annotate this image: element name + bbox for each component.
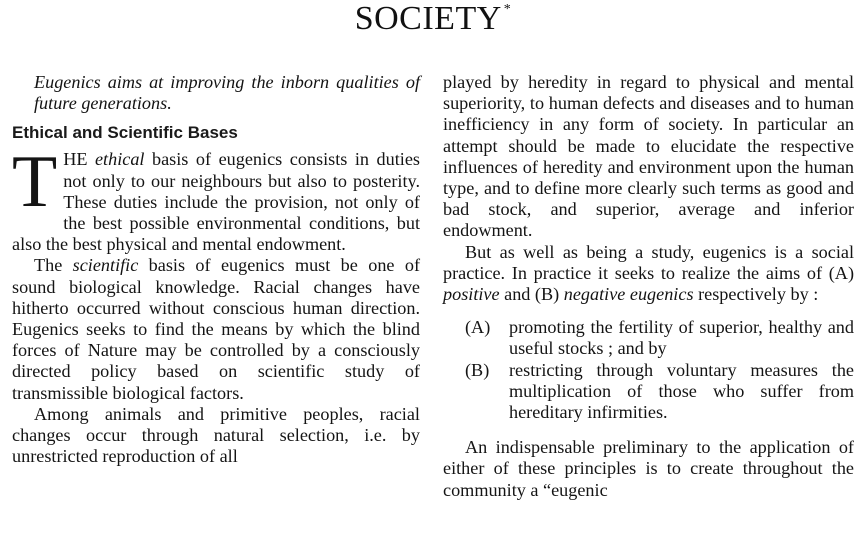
paragraph-heredity: played by heredity in regard to physical and mental superiority, to human defects and diseases and to human inefficiency in any form of society. In particular an attempt should be made to elucidate the respective influences of heredity and environment upon the human type, and to define more clearly such terms as good and bad stock, and superior, average and inferior endowment.: [443, 72, 854, 241]
paragraph-scientific: The scientific basis of eugenics must be one of sound biological knowledge. Racial changes have hitherto occurred without conscious human direction. Eugenics seeks to find the means by which the blind forces of Nature may be controlled by a consciously directed policy based on scientific study of transmissible biological factors.: [12, 255, 420, 403]
intro-statement: Eugenics aims at improving the inborn qualities of future generations.: [34, 72, 420, 114]
paragraph-natural-selection: Among animals and primitive peoples, racial changes occur through natural selection, i.e. by unrestricted reproduction of all: [12, 403, 420, 467]
eugenics-aims-list: [443, 317, 854, 423]
list-marker: (B): [465, 359, 490, 380]
list-item: [443, 317, 854, 359]
emphasis-positive: positive: [443, 284, 500, 305]
drop-cap: T: [12, 141, 58, 224]
list-text: restricting through voluntary measures the multiplication of those who suffer from hereditary infirmities.: [509, 359, 854, 423]
paragraph-ethical: THE ethical basis of eugenics consists in duties not only to our neighbours but also to posterity. These duties include the provision, not only of the best possible environmental conditions, but also the best physical and mental endowment.: [12, 141, 420, 255]
emphasis-scientific: scientific: [72, 255, 139, 276]
emphasis-negative: negative eugenics: [563, 284, 694, 305]
right-column: [443, 72, 854, 501]
paragraph-preliminary: An indispensable preliminary to the application of either of these principles is to create throughout the community a “eugenic: [443, 437, 854, 500]
paragraph-social-practice: But as well as being a study, eugenics is a social practice. In practice it seeks to realize the aims of (A) positive and (B) negative eugenics respectively by :: [443, 241, 854, 305]
section-heading: Ethical and Scientific Bases: [12, 123, 238, 143]
left-column: [12, 72, 420, 467]
emphasis-ethical: ethical: [94, 149, 145, 170]
list-text: promoting the fertility of superior, healthy and useful stocks ; and by: [509, 317, 854, 359]
page-title: [0, 0, 866, 45]
title-text: SOCIETY: [354, 0, 502, 37]
list-item: [443, 360, 854, 424]
footnote-mark: *: [503, 2, 512, 17]
list-marker: (A): [465, 317, 491, 338]
